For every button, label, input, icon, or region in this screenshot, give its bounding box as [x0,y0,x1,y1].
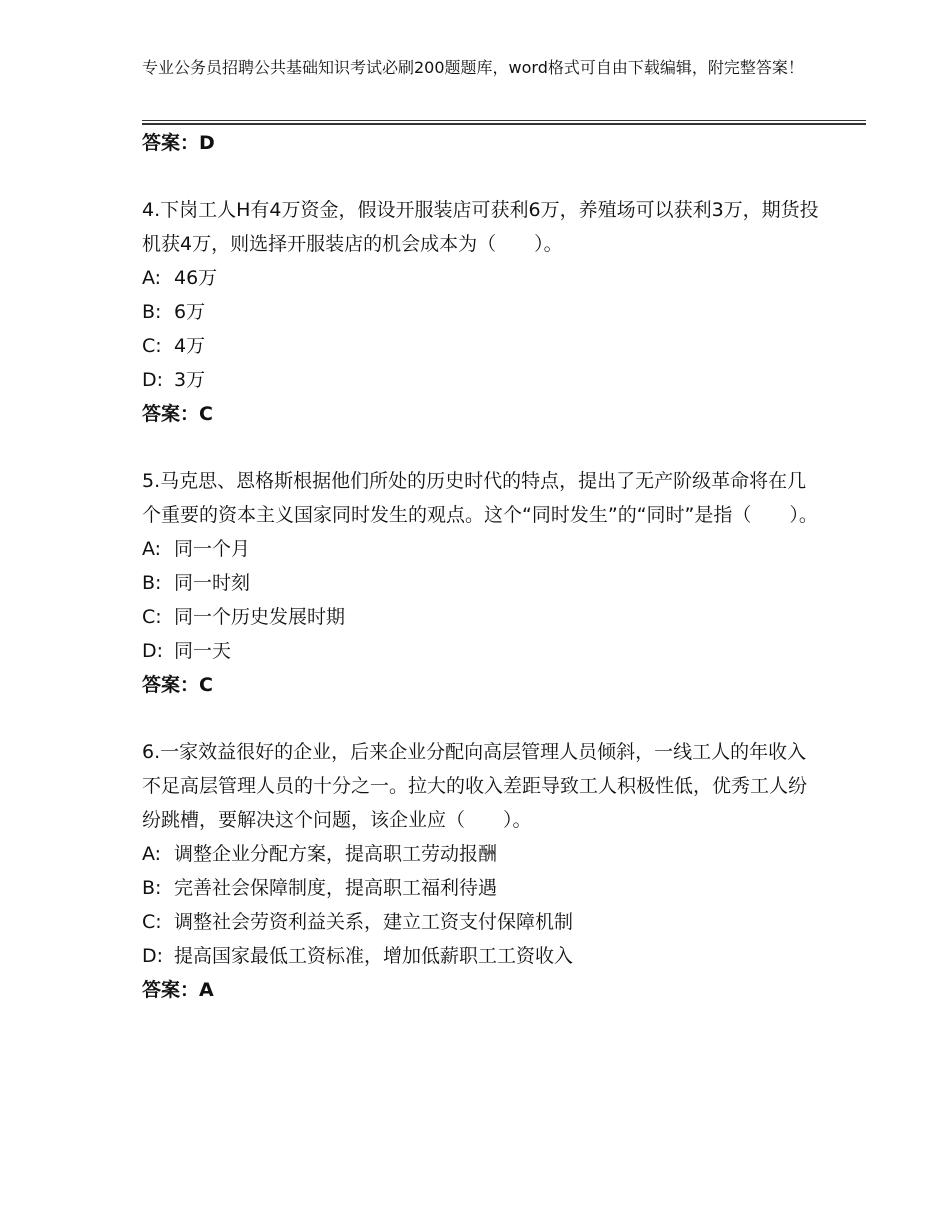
option-b [142,871,822,905]
option-text: 同一天 [174,640,232,662]
option-text: 同一个历史发展时期 [174,606,346,628]
question-block [142,464,822,702]
answer-line: 答案：C [142,403,213,425]
option-letter: D: [142,640,164,662]
option-letter: C: [142,335,162,357]
option-letter: A: [142,843,162,865]
option-text: 6万 [174,301,206,323]
header-rule-thin [142,120,866,121]
question-stem: 5.马克思、恩格斯根据他们所处的历史时代的特点，提出了无产阶级革命将在几个重要的资本主义国家同时发生的观点。这个“同时发生”的“同时”是指（ ）。 [142,470,818,526]
option-letter: C: [142,606,162,628]
question-stem: 6.一家效益很好的企业，后来企业分配向高层管理人员倾斜，一线工人的年收入不足高层管理人员的十分之一。拉大的收入差距导致工人积极性低，优秀工人纷纷跳槽，要解决这个问题，该企业应（ ）。 [142,741,808,831]
option-d [142,939,822,973]
option-a [142,532,822,566]
option-letter: B: [142,301,162,323]
option-letter: A: [142,538,162,560]
header-rule-thick [142,123,866,125]
question-stem: 4.下岗工人H有4万资金，假设开服装店可获利6万，养殖场可以获利3万，期货投机获4万，则选择开服装店的机会成本为（ ）。 [142,199,819,255]
option-text: 4万 [174,335,206,357]
option-text: 调整企业分配方案，提高职工劳动报酬 [174,843,498,865]
answer-line: 答案：C [142,674,213,696]
option-text: 同一个月 [174,538,251,560]
answer-line: 答案：D [142,132,215,154]
option-d [142,634,822,668]
option-text: 提高国家最低工资标准，增加低薪职工工资收入 [174,945,574,967]
option-text: 3万 [174,369,206,391]
option-c [142,329,822,363]
document-content [142,126,822,1007]
option-d [142,363,822,397]
option-letter: D: [142,369,164,391]
option-letter: B: [142,877,162,899]
option-text: 同一时刻 [174,572,251,594]
option-text: 调整社会劳资利益关系，建立工资支付保障机制 [174,911,574,933]
option-letter: C: [142,911,162,933]
answer-line: 答案：A [142,979,214,1001]
question-block [142,735,822,1007]
option-text: 46万 [174,267,218,289]
option-text: 完善社会保障制度，提高职工福利待遇 [174,877,498,899]
option-b [142,295,822,329]
option-a [142,261,822,295]
option-letter: D: [142,945,164,967]
page-header: 专业公务员招聘公共基础知识考试必刷200题题库，word格式可自由下载编辑，附完整答案！ [142,58,804,77]
option-letter: B: [142,572,162,594]
option-c [142,905,822,939]
question-block [142,193,822,431]
option-c [142,600,822,634]
option-b [142,566,822,600]
option-a [142,837,822,871]
option-letter: A: [142,267,162,289]
